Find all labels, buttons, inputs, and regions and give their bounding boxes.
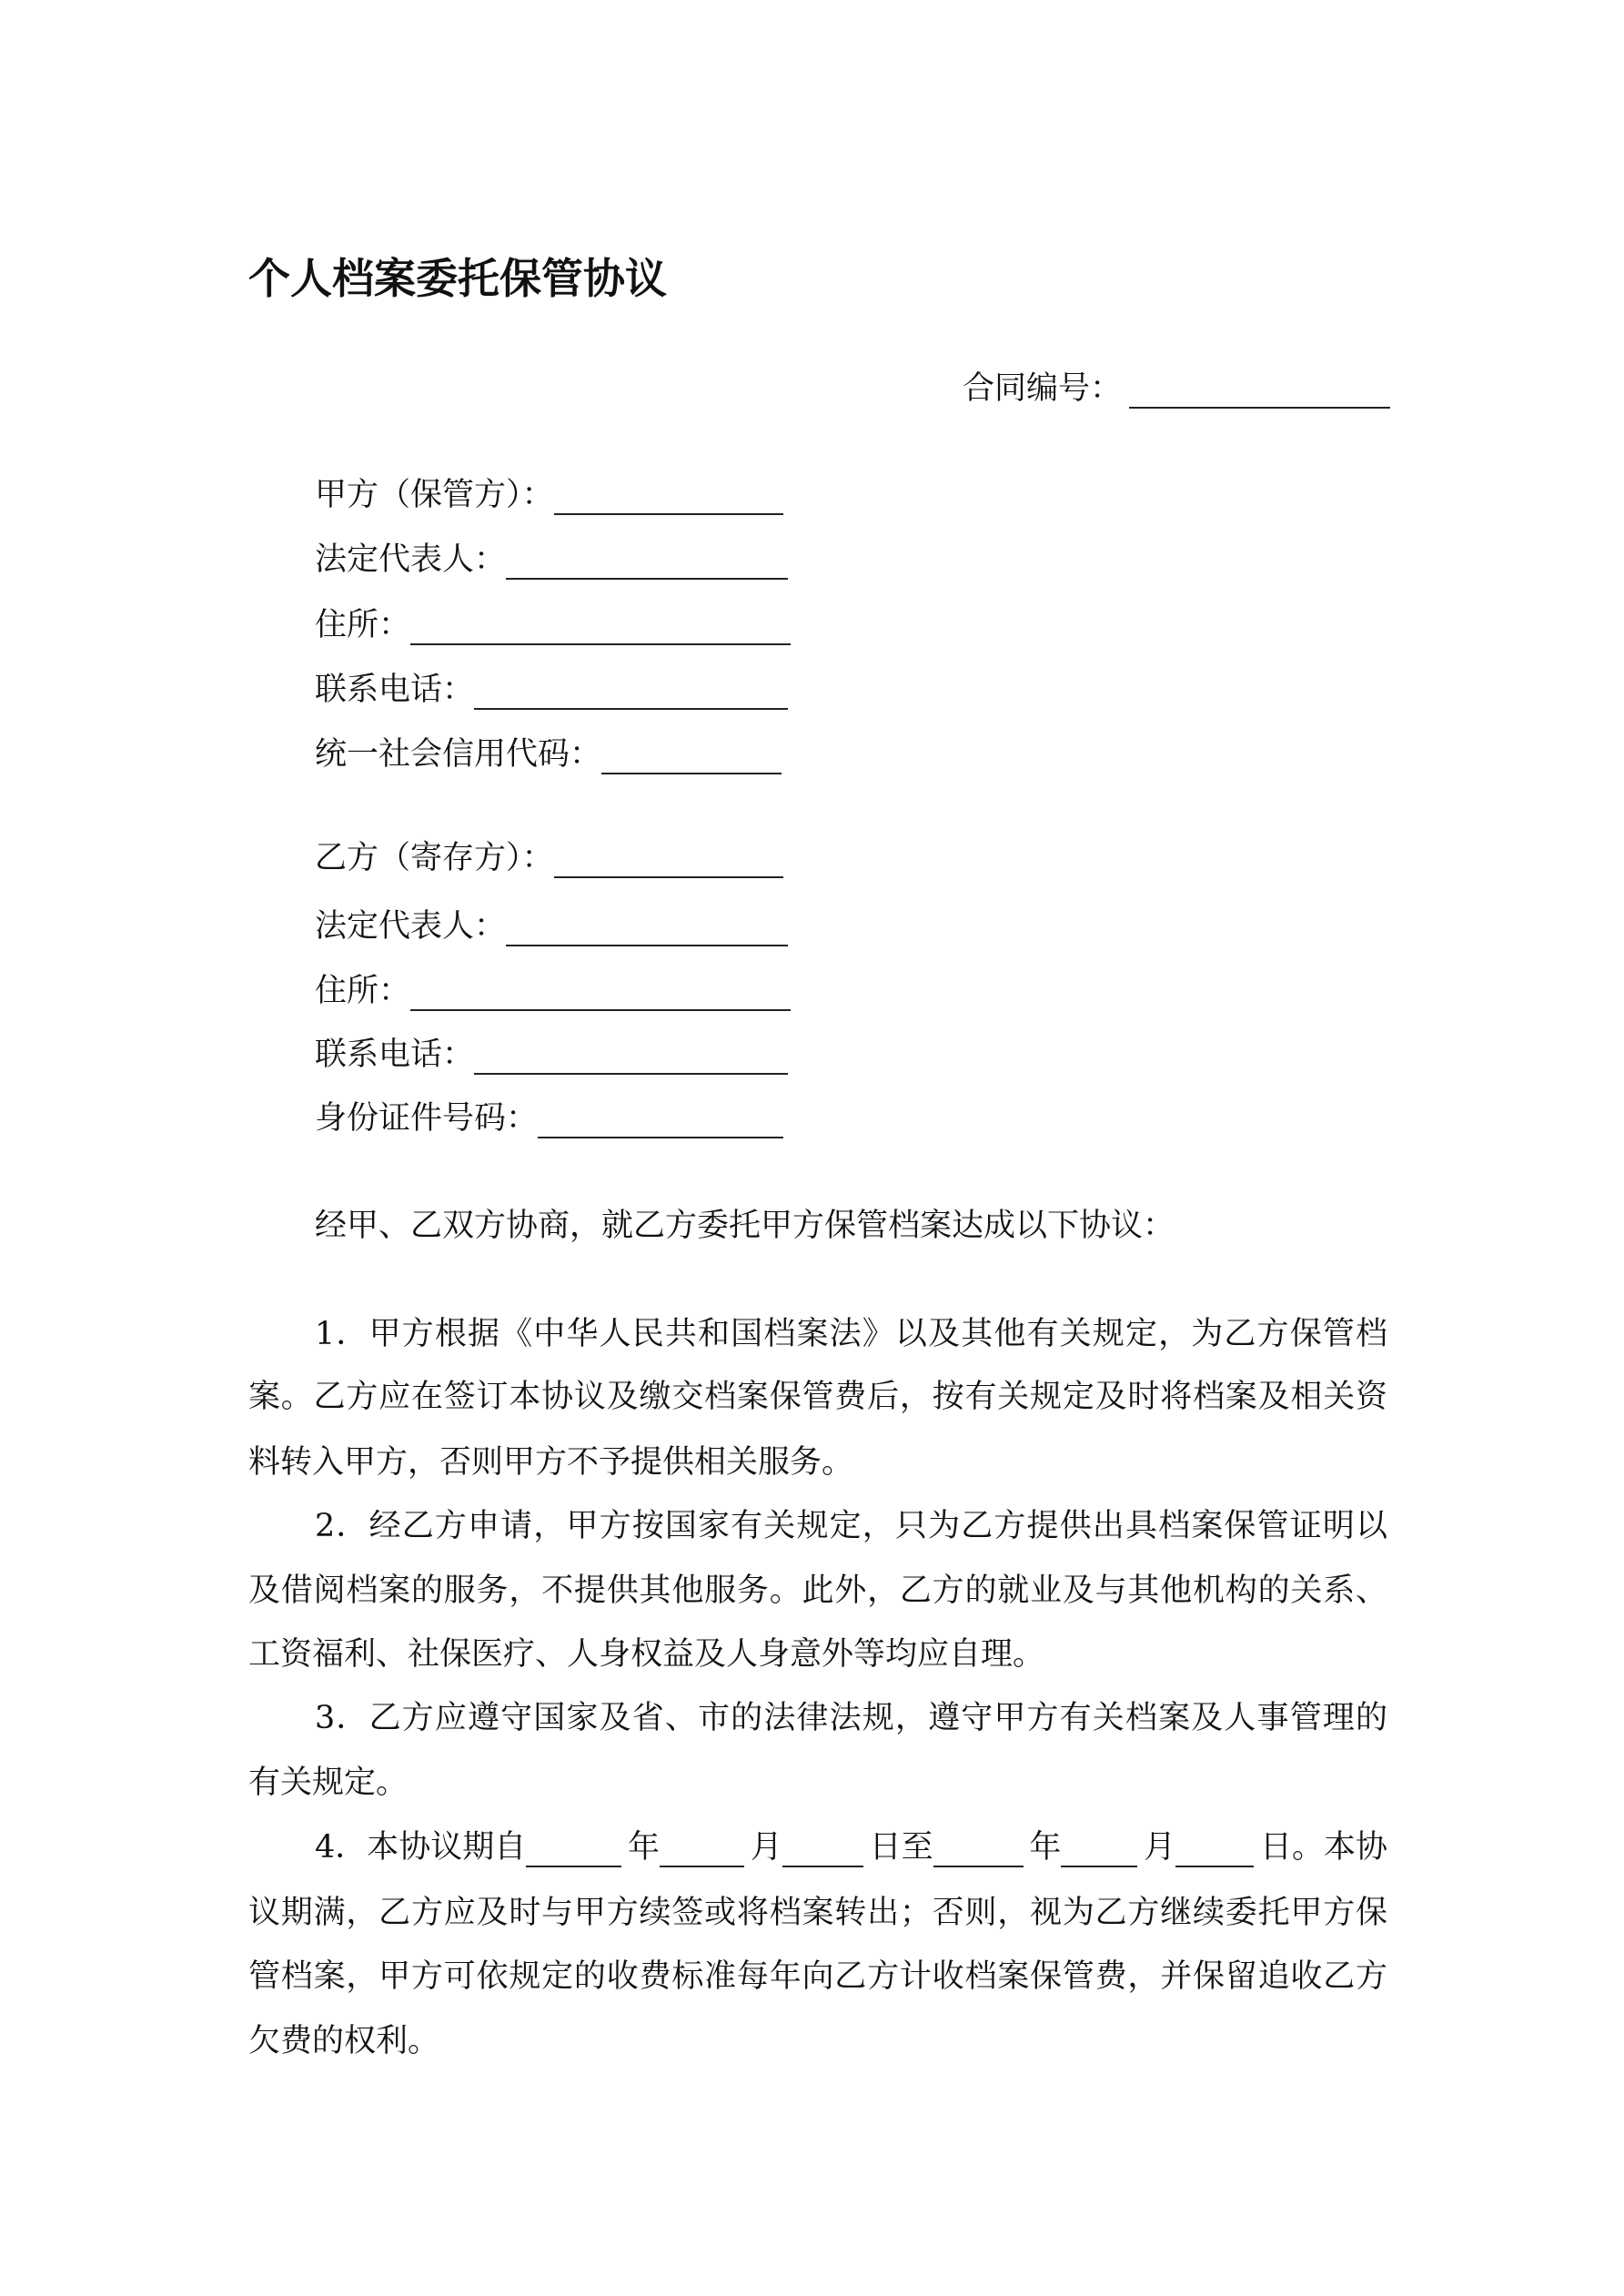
clause-1-line: 1．甲方根据《中华人民共和国档案法》以及其他有关规定，为乙方保管档 (315, 1316, 1387, 1352)
party-b-address-field (315, 971, 791, 1011)
end-month-blank (1061, 1833, 1137, 1867)
start-month-blank (660, 1833, 744, 1867)
field-blank (410, 976, 791, 1011)
clause-2-line: 工资福利、社保医疗、人身权益及人身意外等均应自理。 (248, 1636, 1045, 1673)
clause-3-line: 有关规定。 (248, 1765, 409, 1801)
field-label: 法定代表人： (315, 908, 507, 945)
clause-4-date-line (315, 1827, 1387, 1867)
field-blank (410, 611, 791, 645)
clause-1-line: 料转入甲方，否则甲方不予提供相关服务。 (248, 1444, 854, 1481)
start-year-blank (526, 1833, 621, 1867)
contract-number-blank (1129, 374, 1390, 409)
party-a-address-field (315, 605, 791, 645)
clause-4-text: 年 (628, 1829, 661, 1866)
contract-number-field (963, 369, 1390, 409)
field-blank (506, 912, 788, 946)
party-a-phone-field (315, 670, 788, 710)
clause-4-line: 欠费的权利。 (248, 2023, 440, 2059)
intro-paragraph: 经甲、乙双方协商，就乙方委托甲方保管档案达成以下协议： (315, 1208, 1175, 1244)
field-blank (506, 545, 788, 580)
field-label: 法定代表人： (315, 541, 507, 578)
clause-4-text: 月 (750, 1829, 782, 1866)
field-blank (601, 740, 782, 774)
field-label: 联系电话： (315, 672, 475, 708)
field-blank (554, 844, 783, 878)
field-label: 统一社会信用代码： (315, 736, 602, 773)
field-label: 身份证件号码： (315, 1100, 539, 1137)
field-label: 联系电话： (315, 1037, 475, 1073)
clause-3-line: 3．乙方应遵守国家及省、市的法律法规，遵守甲方有关档案及人事管理的 (315, 1700, 1387, 1736)
field-blank (474, 1040, 788, 1075)
end-year-blank (933, 1833, 1024, 1867)
field-blank (474, 675, 788, 710)
clause-2-line: 2．经乙方申请，甲方按国家有关规定，只为乙方提供出具档案保管证明以 (315, 1508, 1387, 1544)
field-label: 住所： (315, 973, 411, 1009)
clause-4-text: 月 (1144, 1829, 1176, 1866)
field-blank (554, 480, 783, 515)
party-a-credit-code-field (315, 734, 782, 774)
start-day-blank (782, 1833, 863, 1867)
party-b-phone-field (315, 1035, 788, 1075)
party-a-legal-rep-field (315, 540, 788, 580)
clause-4-line: 议期满，乙方应及时与甲方续签或将档案转出；否则，视为乙方继续委托甲方保 (248, 1895, 1387, 1931)
clause-4-text: 日。本协 (1259, 1829, 1387, 1866)
field-label: 乙方（寄存方）： (315, 840, 554, 876)
field-blank (538, 1104, 783, 1138)
clause-4-line: 管档案，甲方可依规定的收费标准每年向乙方计收档案保管费，并保留追收乙方 (248, 1958, 1387, 1995)
party-a-name-field (315, 475, 783, 515)
clause-2-line: 及借阅档案的服务，不提供其他服务。此外，乙方的就业及与其他机构的关系、 (248, 1573, 1387, 1609)
field-label: 住所： (315, 607, 411, 643)
party-b-name-field (315, 838, 783, 878)
clause-4-text: 4．本协议期自 (315, 1829, 527, 1866)
clause-1-line: 案。乙方应在签订本协议及缴交档案保管费后，按有关规定及时将档案及相关资 (248, 1379, 1387, 1415)
clause-4-text: 年 (1029, 1829, 1062, 1866)
clause-4-text: 日至 (869, 1829, 933, 1866)
party-b-id-number-field (315, 1098, 783, 1138)
document-title: 个人档案委托保管协议 (248, 254, 667, 303)
field-label: 甲方（保管方）： (315, 477, 554, 513)
contract-number-label: 合同编号： (963, 370, 1123, 407)
end-day-blank (1175, 1833, 1254, 1867)
party-b-legal-rep-field (315, 906, 788, 946)
